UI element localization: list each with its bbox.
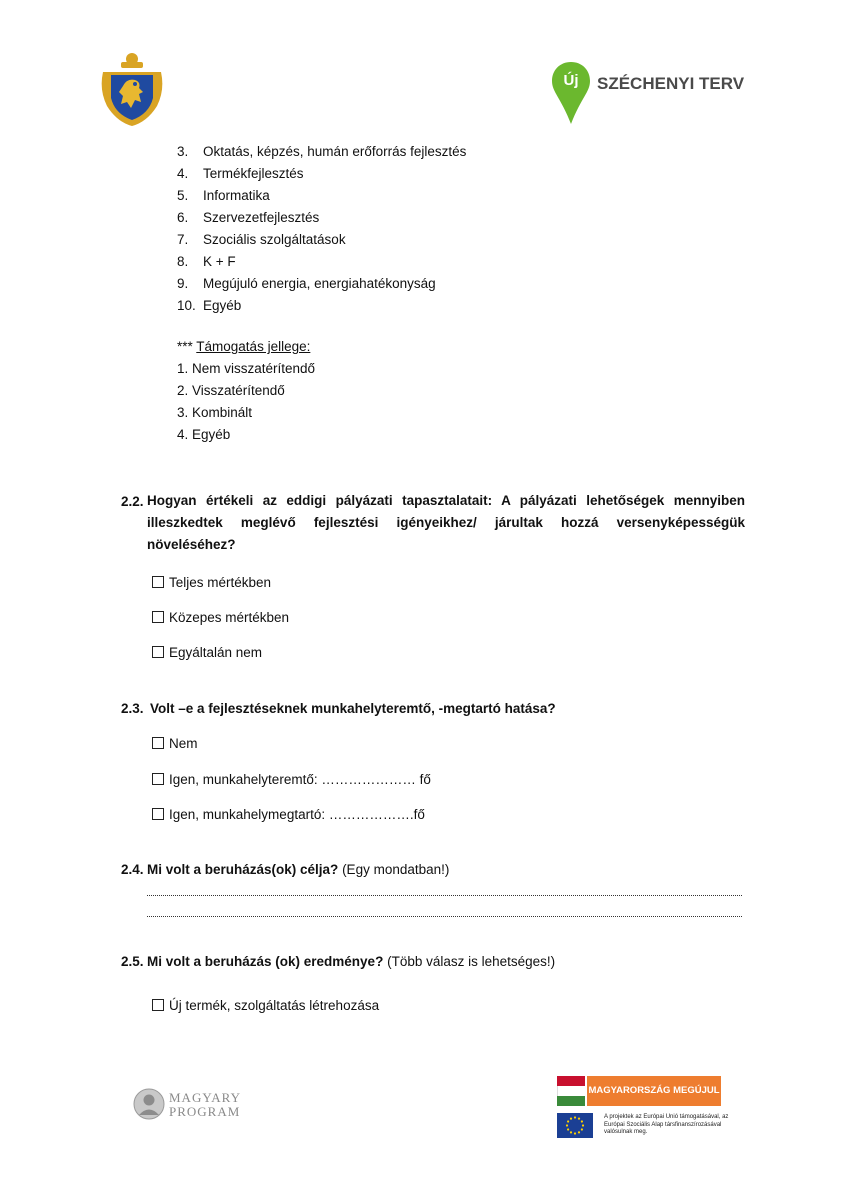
checkbox-icon[interactable] <box>152 611 164 623</box>
szechenyi-logo <box>551 60 749 126</box>
q23-number: 2.3. <box>121 701 144 716</box>
magyary-logo-text: MAGYARY PROGRAM <box>169 1090 242 1119</box>
q25-question <box>147 954 555 970</box>
eu-funding-text: A projektek az Európai Unió támogatásával, az Európai Szociális Alap társfinanszírozásával valósulnak meg. <box>604 1114 729 1135</box>
checkbox-icon[interactable] <box>152 646 164 658</box>
checkbox-icon[interactable] <box>152 737 164 749</box>
q23-option-no[interactable]: Nem <box>152 736 198 752</box>
q24-text: Mi volt a beruházás(ok) célja? <box>147 862 339 877</box>
checkbox-icon[interactable] <box>152 808 164 820</box>
support-type-heading: *** Támogatás jellege: <box>177 339 311 354</box>
magyarorszag-megujul-badge <box>557 1076 721 1106</box>
q23-option-create[interactable]: Igen, munkahelyteremtő: ………………… fő <box>152 772 431 788</box>
q25-text: Mi volt a beruházás (ok) eredménye? <box>147 954 384 969</box>
szechenyi-pin-icon <box>551 60 591 126</box>
coat-of-arms-icon <box>99 50 165 128</box>
q23-text: Volt –e a fejlesztéseknek munkahelyteremtő, -megtartó hatása? <box>150 701 556 716</box>
q22-text: Hogyan értékeli az eddigi pályázati tapasztalatait: A pályázati lehetőségek mennyiben illeszkedtek meglévő fejlesztési igényeikhez/ járultak hozzá versenyképességük növeléséhez? <box>147 493 745 552</box>
list-item: 7. Szociális szolgáltatások <box>177 232 346 247</box>
q25-option-new-product[interactable]: Új termék, szolgáltatás létrehozása <box>152 998 379 1014</box>
hungarian-flag-icon <box>557 1076 585 1106</box>
q24-note: (Egy mondatban!) <box>338 862 450 877</box>
q24-answer-line-2[interactable] <box>147 916 742 917</box>
sector-list <box>177 144 466 320</box>
list-item: 2. Visszatérítendő <box>177 383 285 398</box>
list-item: 10. Egyéb <box>177 298 242 313</box>
support-type-section <box>177 339 315 449</box>
list-item: 9. Megújuló energia, energiahatékonyság <box>177 276 436 291</box>
list-item: 4. Termékfejlesztés <box>177 166 304 181</box>
list-item: 3. Oktatás, képzés, humán erőforrás fejlesztés <box>177 144 467 159</box>
q25-note: (Több válasz is lehetséges!) <box>383 954 556 969</box>
list-item: 4. Egyéb <box>177 427 231 442</box>
q24-number: 2.4. <box>121 862 144 877</box>
list-item: 8. K + F <box>177 254 236 269</box>
list-item: 5. Informatika <box>177 188 270 203</box>
q23-option-retain[interactable]: Igen, munkahelymegtartó: ……………….fő <box>152 807 425 823</box>
q22-option-medium[interactable]: Közepes mértékben <box>152 610 289 626</box>
list-item: 3. Kombinált <box>177 405 253 420</box>
q22-number: 2.2. <box>121 494 144 509</box>
q24-question <box>147 862 449 878</box>
szechenyi-name: SZÉCHENYI TERV <box>597 74 745 93</box>
szechenyi-mark: Új <box>563 72 579 89</box>
list-item: 6. Szervezetfejlesztés <box>177 210 320 225</box>
q22-option-full[interactable]: Teljes mértékben <box>152 575 271 591</box>
q24-answer-line-1[interactable] <box>147 895 742 896</box>
eu-flag-icon <box>557 1113 593 1138</box>
list-item: 1. Nem visszatérítendő <box>177 361 316 376</box>
checkbox-icon[interactable] <box>152 576 164 588</box>
checkbox-icon[interactable] <box>152 999 164 1011</box>
magyary-medallion-icon <box>133 1088 165 1120</box>
q25-number: 2.5. <box>121 954 144 969</box>
magyarorszag-megujul-label: MAGYARORSZÁG MEGÚJUL <box>587 1076 721 1106</box>
checkbox-icon[interactable] <box>152 773 164 785</box>
q22-option-none[interactable]: Egyáltalán nem <box>152 645 262 661</box>
